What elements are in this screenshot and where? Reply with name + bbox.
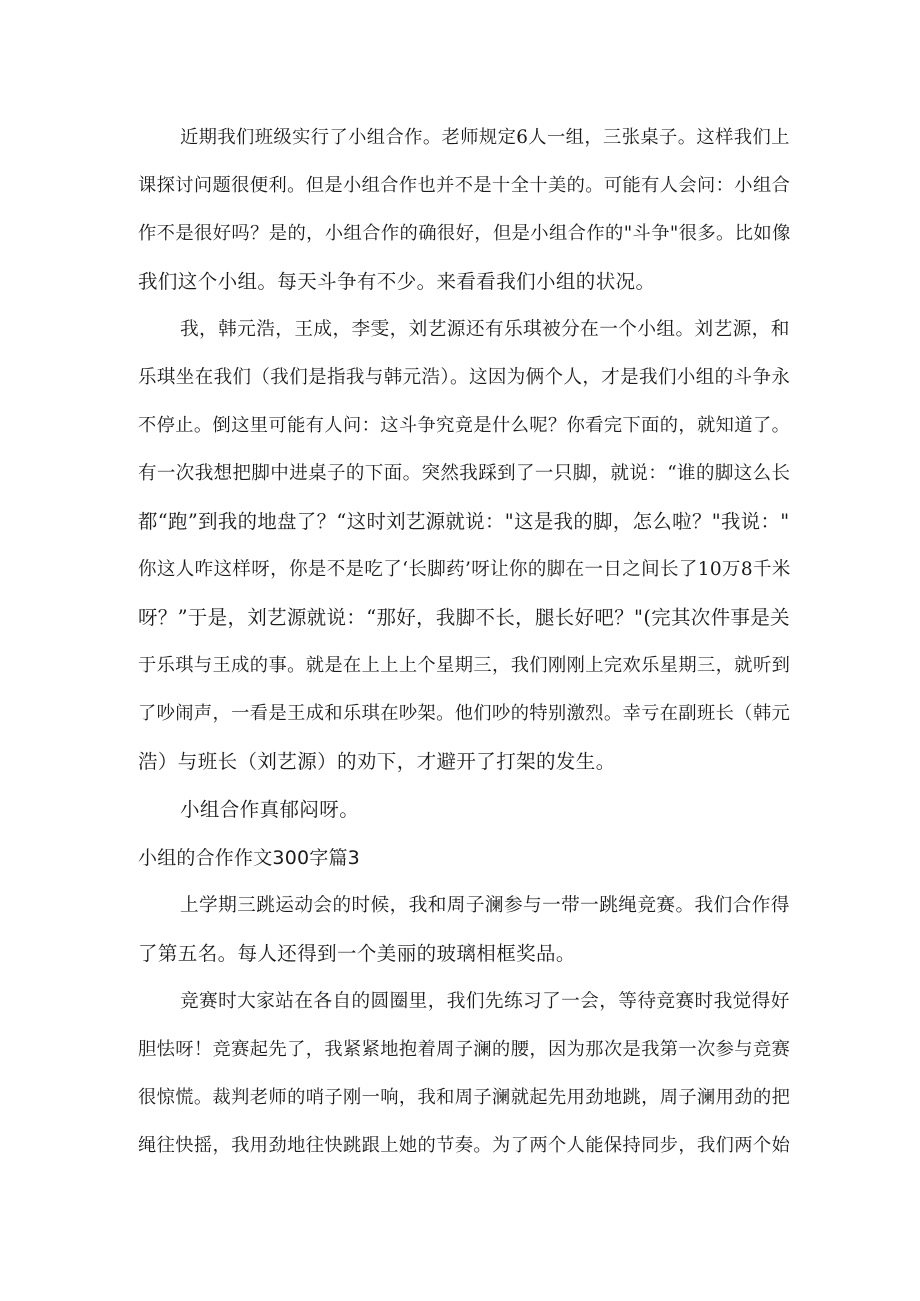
paragraph-line: 胆怯呀！竞赛起先了，我紧紧地抱着周子澜的腰，因为那次是我第一次参与竞赛 [138, 1039, 791, 1060]
paragraph-line: 我，韩元浩，王成，李雯，刘艺源还有乐琪被分在一个小组。刘艺源，和 [180, 319, 790, 340]
paragraph-line: 有一次我想把脚中进桌子的下面。突然我踩到了一只脚，就说：“谁的脚这么长 [138, 463, 791, 484]
paragraph-line: 于乐琪与王成的事。就是在上上上个星期三，我们刚刚上完欢乐星期三，就听到 [138, 655, 791, 676]
section-heading: 小组的合作作文300字篇3 [138, 847, 360, 869]
paragraph-line: 都“跑”到我的地盘了？“这时刘艺源就说："这是我的脚，怎么啦？"我说：" [138, 510, 790, 533]
paragraph-line: 近期我们班级实行了小组合作。老师规定6人一组，三张桌子。这样我们上 [180, 127, 790, 148]
paragraph-line: 上学期三跳运动会的时候，我和周子澜参与一带一跳绳竞赛。我们合作得 [180, 895, 790, 916]
paragraph-line: 绳往快摇，我用劲地往快跳跟上她的节奏。为了两个人能保持同步，我们两个始 [138, 1135, 791, 1156]
paragraph-line: 小组合作真郁闷呀。 [180, 798, 360, 821]
paragraph-line: 竞赛时大家站在各自的圆圈里，我们先练习了一会，等待竞赛时我觉得好 [180, 991, 790, 1012]
paragraph-line: 了第五名。每人还得到一个美丽的玻璃相框奖品。 [138, 942, 576, 965]
paragraph-line: 乐琪坐在我们（我们是指我与韩元浩）。这因为俩个人，才是我们小组的斗争永 [138, 367, 791, 388]
paragraph-line: 课探讨问题很便利。但是小组合作也并不是十全十美的。可能有人会问：小组合 [138, 175, 791, 196]
paragraph-line: 浩）与班长（刘艺源）的劝下，才避开了打架的发生。 [138, 750, 616, 773]
paragraph-line: 作不是很好吗？是的，小组合作的确很好，但是小组合作的"斗争"很多。比如像 [138, 223, 791, 244]
paragraph-line: 了吵闹声，一看是王成和乐琪在吵架。他们吵的特别激烈。幸亏在副班长（韩元 [138, 703, 791, 724]
paragraph-line: 我们这个小组。每天斗争有不少。来看看我们小组的状况。 [138, 270, 656, 293]
paragraph-line: 很惊慌。裁判老师的哨子刚一响，我和周子澜就起先用劲地跳，周子澜用劲的把 [138, 1087, 791, 1108]
paragraph-line: 呀？”于是，刘艺源就说：“那好，我脚不长，腿长好吧？"(完其次件事是关 [138, 606, 790, 629]
paragraph-line: 不停止。倒这里可能有人问：这斗争究竟是什么呢？你看完下面的，就知道了。 [138, 415, 791, 436]
paragraph-line: 你这人咋这样呀，你是不是吃了‘长脚药’呀让你的脚在一日之间长了10万8千米 [138, 559, 791, 580]
